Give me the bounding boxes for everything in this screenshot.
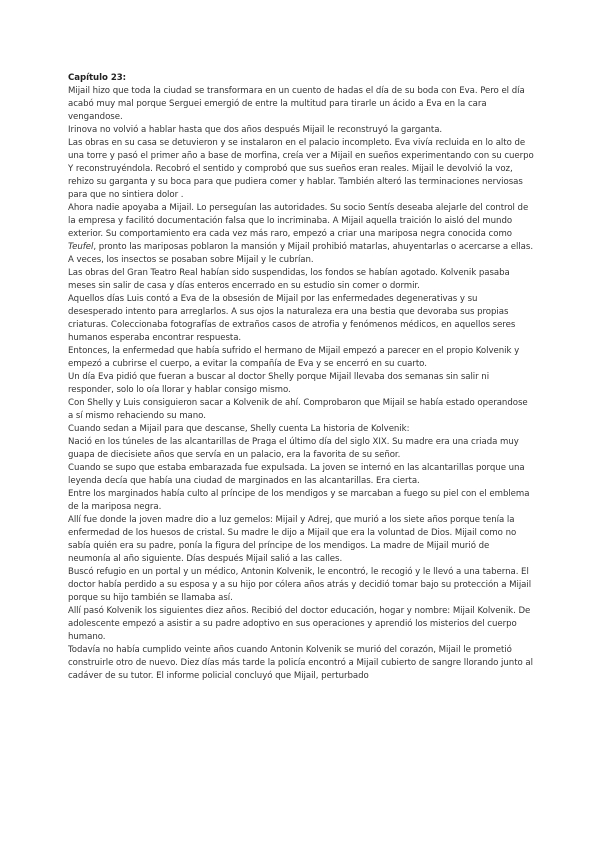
paragraph: Cuando sedan a Mijail para que descanse, Shelly cuenta La historia de Kolvenik: [68, 424, 410, 434]
paragraph: Buscó refugio en un portal y un médico, Antonin Kolvenik, le encontró, le recogió y le llevó a una taberna. El doctor había perdido a su esposa y a su hijo por cólera años atrás y decidió tomar bajo su protección a Mijail porque su hijo también se llamaba así. [68, 567, 532, 603]
document-body [68, 72, 534, 683]
paragraph: Entre los marginados había culto al príncipe de los mendigos y se marcaban a fuego su piel con el emblema de la mariposa negra. [68, 489, 530, 512]
paragraph: Irinova no volvió a hablar hasta que dos años después Mijail le reconstruyó la garganta. [68, 125, 443, 135]
paragraph: Con Shelly y Luis consiguieron sacar a Kolvenik de ahí. Comprobaron que Mijail se había estado operandose a sí mismo rehaciendo su mano. [68, 398, 528, 421]
paragraph: Las obras del Gran Teatro Real habían sido suspendidas, los fondos se habían agotado. Kolvenik pasaba meses sin salir de casa y días enteros encerrado en su estudio sin comer o dormir. [68, 268, 510, 291]
chapter-heading: Capítulo 23: [68, 73, 127, 83]
paragraph [68, 202, 534, 267]
paragraph: Entonces, la enfermedad que había sufrido el hermano de Mijail empezó a parecer en el propio Kolvenik y empezó a cubrirse el cuerpo, a evitar la compañía de Eva y se encerró en su cuarto. [68, 346, 520, 369]
paragraph: Cuando se supo que estaba embarazada fue expulsada. La joven se internó en las alcantarillas porque una leyenda decía que había una ciudad de marginados en las alcantarillas. Era cierta. [68, 463, 525, 486]
paragraph: Todavía no había cumplido veinte años cuando Antonin Kolvenik se murió del corazón, Mijail le prometió construirle otro de nuevo. Diez días más tarde la policía encontró a Mijail cubierto de sangre llorando junto al cadáver de su tutor. El informe policial concluyó que Mijail, perturbado [68, 645, 533, 681]
paragraph: Las obras en su casa se detuvieron y se instalaron en el palacio incompleto. Eva vivía recluida en lo alto de una torre y pasó el primer año a base de morfina, creía ver a Mijail en sueños experimentando con su cuerpo Y reconstruyéndola. Recobró el sentido y comprobó que sus sueños eran reales. Mijail le devolvió la voz, rehizo su garganta y su boca para que pudiera comer y hablar. También alteró las terminaciones nerviosas para que no sintiera dolor . [68, 138, 534, 200]
paragraph-text: Ahora nadie apoyaba a Mijail. Lo perseguían las autoridades. Su socio Sentís deseaba alejarle del control de la empresa y facilitó documentación falsa que lo incriminaba. A Mijail aquella traición lo aisló del mundo exterior. Su comportamiento era cada vez más raro, empezó a criar una mariposa negra conocida como [68, 203, 529, 239]
italic-term: Teufel [68, 242, 94, 252]
paragraph: Mijail hizo que toda la ciudad se transformara en un cuento de hadas el día de su boda con Eva. Pero el día acabó muy mal porque Serguei emergió de entre la multitud para tirarle un ácido a Eva en la cara vengandose. [68, 86, 525, 122]
paragraph-text: , pronto las mariposas poblaron la mansión y Mijail prohibió matarlas, ahuyentarlas o acercarse a ellas. A veces, los insectos se posaban sobre Mijail y le cubrían. [68, 242, 533, 265]
paragraph: Allí pasó Kolvenik los siguientes diez años. Recibió del doctor educación, hogar y nombre: Mijail Kolvenik. De adolescente empezó a asistir a su padre adoptivo en sus operaciones y aprendió los misterios del cuerpo humano. [68, 606, 531, 642]
paragraph: Aquellos días Luis contó a Eva de la obsesión de Mijail por las enfermedades degenerativas y su desesperado intento para arreglarlos. A sus ojos la naturaleza era una bestia que devoraba sus propias criaturas. Coleccionaba fotografías de extraños casos de atrofia y fenómenos médicos, en aquellos seres humanos esperaba encontrar respuesta. [68, 294, 516, 343]
paragraph: Un día Eva pidió que fueran a buscar al doctor Shelly porque Mijail llevaba dos semanas sin salir ni responder, solo lo oía llorar y hablar consigo mismo. [68, 372, 490, 395]
paragraph: Nació en los túneles de las alcantarillas de Praga el último día del siglo XIX. Su madre era una criada muy guapa de diecisiete años que servía en un palacio, era la favorita de su señor. [68, 437, 519, 460]
paragraph: Allí fue donde la joven madre dio a luz gemelos: Mijail y Adrej, que murió a los siete años porque tenía la enfermedad de los huesos de cristal. Su madre le dijo a Mijail que era la voluntad de Dios. Mijail como no sabía quién era su padre, ponía la figura del príncipe de los mendigos. La madre de Mijail murió de neumonía al año siguiente. Días después Mijail salió a las calles. [68, 515, 517, 564]
